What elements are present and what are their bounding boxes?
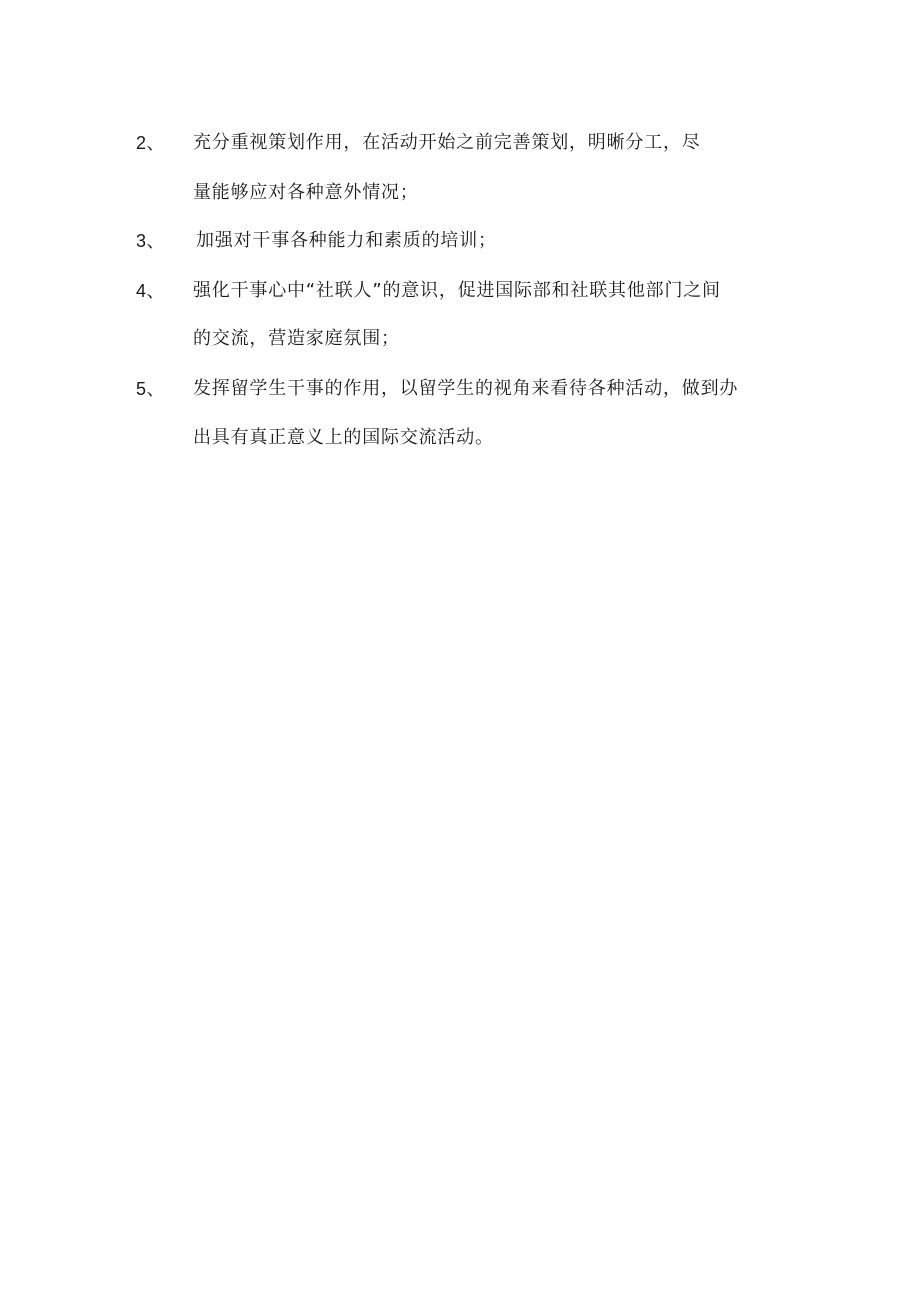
list-item-number: 4、 bbox=[136, 281, 166, 301]
list-item-text-line: 出具有真正意义上的国际交流活动。 bbox=[193, 427, 494, 448]
list-item-text-line: 强化干事心中“社联人”的意识，促进国际部和社联其他部门之间 bbox=[193, 280, 721, 301]
list-item-text-line: 充分重视策划作用，在活动开始之前完善策划，明晰分工，尽 bbox=[193, 132, 701, 153]
list-item-number: 2、 bbox=[136, 133, 166, 153]
list-item-number: 3、 bbox=[136, 231, 166, 251]
list-item-text-line: 发挥留学生干事的作用，以留学生的视角来看待各种活动，做到办 bbox=[193, 378, 739, 399]
list-item-number: 5、 bbox=[136, 379, 166, 399]
list-item-text-line: 加强对干事各种能力和素质的培训； bbox=[196, 230, 497, 251]
list-item-text-line: 量能够应对各种意外情况； bbox=[193, 182, 419, 203]
list-item-text-line: 的交流，营造家庭氛围； bbox=[193, 328, 400, 349]
